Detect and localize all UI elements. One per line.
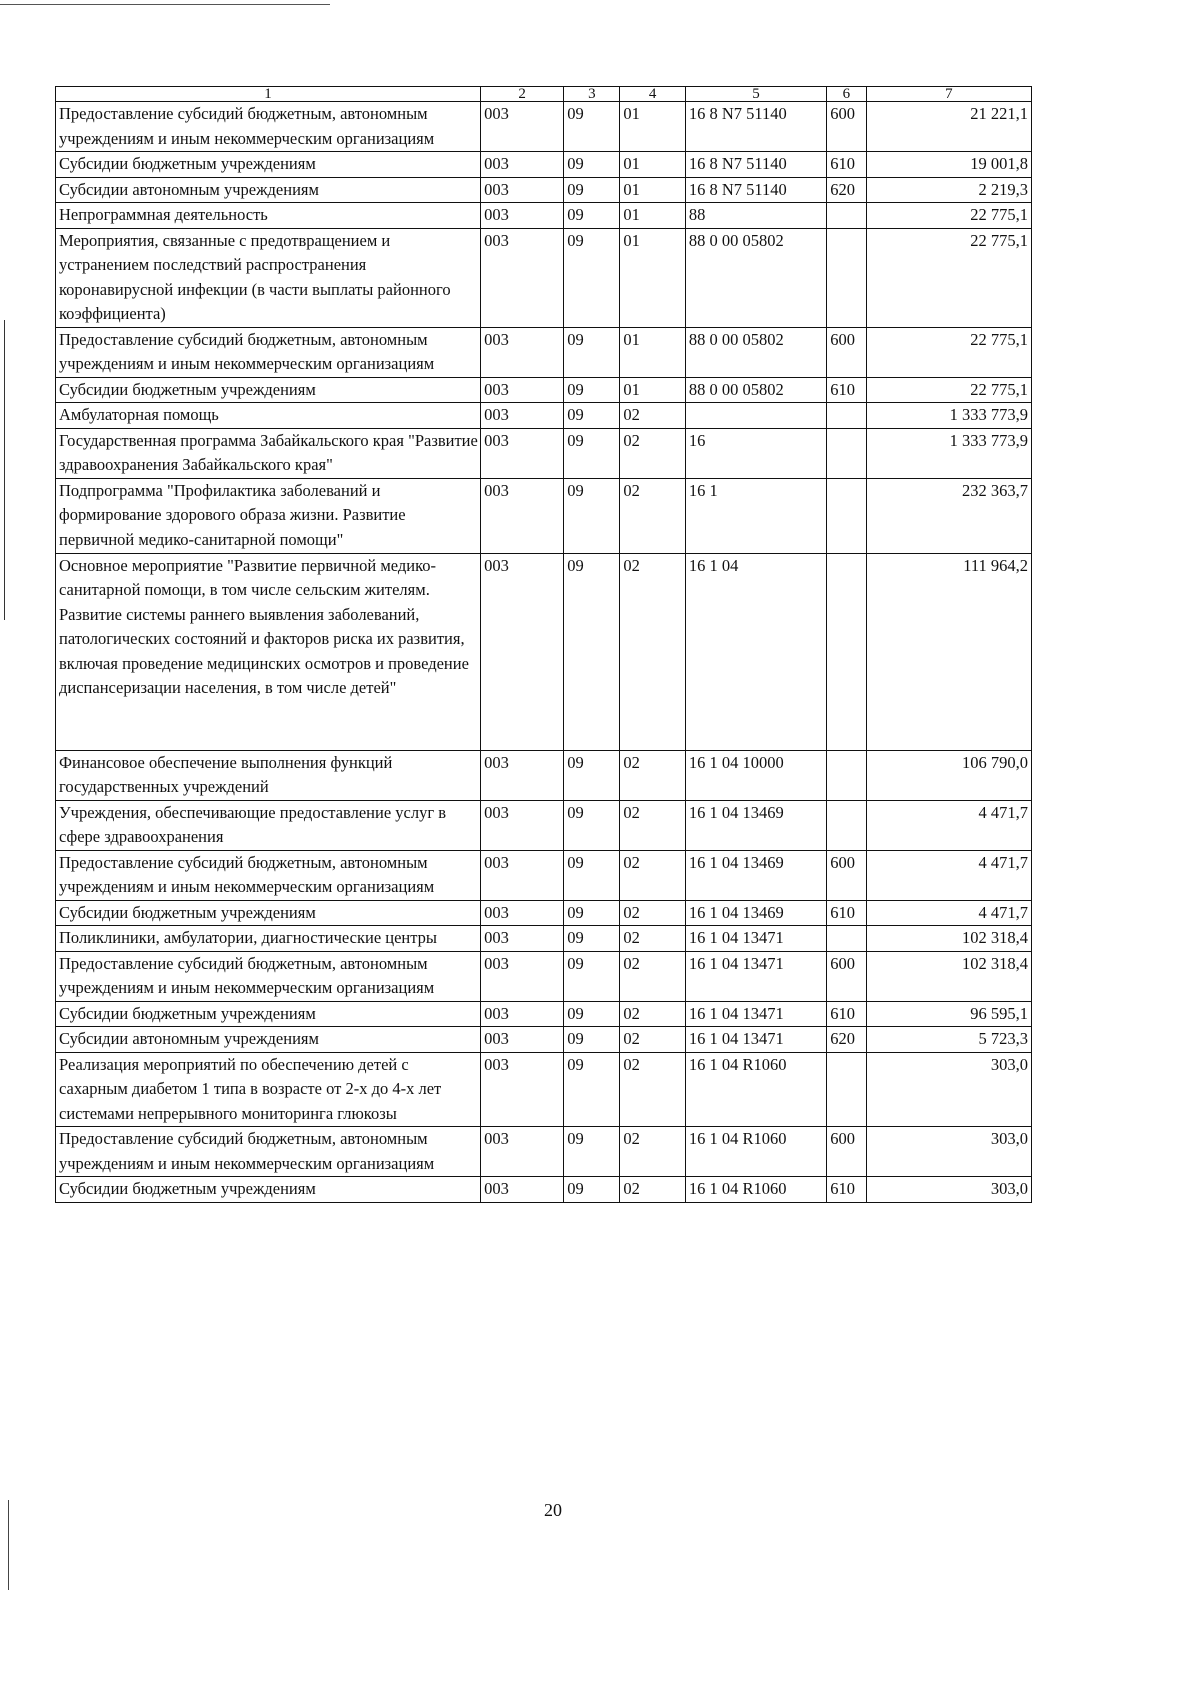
- cell-subsection-code: 02: [620, 900, 685, 926]
- table-row: [56, 203, 1032, 229]
- cell-subsection-code: 02: [620, 800, 685, 850]
- cell-subsection-code: 02: [620, 1001, 685, 1027]
- cell-amount: 96 595,1: [866, 1001, 1031, 1027]
- cell-ministry-code: 003: [481, 553, 564, 750]
- cell-ministry-code: 003: [481, 428, 564, 478]
- cell-row-name: Предоставление субсидий бюджетным, автономным учреждениям и иным некоммерческим организациям: [56, 1127, 481, 1177]
- column-header: 6: [827, 87, 866, 102]
- table-row: [56, 478, 1032, 553]
- cell-section-code: 09: [564, 553, 620, 750]
- cell-row-name: Подпрограмма "Профилактика заболеваний и формирование здорового образа жизни. Развитие первичной медико-санитарной помощи": [56, 478, 481, 553]
- cell-amount: 4 471,7: [866, 900, 1031, 926]
- cell-subsection-code: 01: [620, 327, 685, 377]
- column-header: 2: [481, 87, 564, 102]
- cell-subsection-code: 01: [620, 102, 685, 152]
- cell-expense-type-code: 620: [827, 1027, 866, 1053]
- cell-row-name: Предоставление субсидий бюджетным, автономным учреждениям и иным некоммерческим организациям: [56, 102, 481, 152]
- cell-expense-type-code: [827, 926, 866, 952]
- budget-table-body: [56, 87, 1032, 1203]
- cell-ministry-code: 003: [481, 926, 564, 952]
- cell-amount: 106 790,0: [866, 750, 1031, 800]
- cell-section-code: 09: [564, 1027, 620, 1053]
- cell-ministry-code: 003: [481, 900, 564, 926]
- cell-target-article-code: 16 1 04 R1060: [685, 1127, 826, 1177]
- cell-row-name: Учреждения, обеспечивающие предоставление услуг в сфере здравоохранения: [56, 800, 481, 850]
- cell-amount: 22 775,1: [866, 377, 1031, 403]
- cell-subsection-code: 01: [620, 152, 685, 178]
- cell-ministry-code: 003: [481, 800, 564, 850]
- cell-section-code: 09: [564, 800, 620, 850]
- cell-row-name: Субсидии бюджетным учреждениям: [56, 1001, 481, 1027]
- budget-table: [55, 86, 1032, 1203]
- cell-subsection-code: 01: [620, 228, 685, 327]
- cell-ministry-code: 003: [481, 1052, 564, 1127]
- cell-target-article-code: 16 1 04 13471: [685, 951, 826, 1001]
- cell-section-code: 09: [564, 1177, 620, 1203]
- table-row: [56, 800, 1032, 850]
- cell-section-code: 09: [564, 478, 620, 553]
- cell-section-code: 09: [564, 1001, 620, 1027]
- cell-expense-type-code: 600: [827, 327, 866, 377]
- cell-expense-type-code: 610: [827, 1177, 866, 1203]
- cell-target-article-code: 16: [685, 428, 826, 478]
- cell-row-name: Субсидии бюджетным учреждениям: [56, 1177, 481, 1203]
- cell-section-code: 09: [564, 428, 620, 478]
- cell-row-name: Государственная программа Забайкальского края "Развитие здравоохранения Забайкальского края": [56, 428, 481, 478]
- cell-target-article-code: 16 8 N7 51140: [685, 102, 826, 152]
- cell-row-name: Субсидии бюджетным учреждениям: [56, 152, 481, 178]
- cell-section-code: 09: [564, 228, 620, 327]
- table-header-row: [56, 87, 1032, 102]
- table-row: [56, 1177, 1032, 1203]
- table-row: [56, 553, 1032, 750]
- cell-subsection-code: 01: [620, 203, 685, 229]
- cell-row-name: Предоставление субсидий бюджетным, автономным учреждениям и иным некоммерческим организациям: [56, 327, 481, 377]
- cell-target-article-code: 16 1 04 13471: [685, 1001, 826, 1027]
- cell-section-code: 09: [564, 1052, 620, 1127]
- cell-expense-type-code: 600: [827, 850, 866, 900]
- cell-expense-type-code: 610: [827, 900, 866, 926]
- cell-row-name: Субсидии бюджетным учреждениям: [56, 377, 481, 403]
- cell-target-article-code: 16 1 04 13469: [685, 800, 826, 850]
- table-row: [56, 1001, 1032, 1027]
- cell-expense-type-code: [827, 553, 866, 750]
- cell-section-code: 09: [564, 152, 620, 178]
- table-row: [56, 327, 1032, 377]
- cell-section-code: 09: [564, 177, 620, 203]
- cell-target-article-code: 16 1 04 R1060: [685, 1177, 826, 1203]
- cell-subsection-code: 02: [620, 553, 685, 750]
- cell-row-name: Субсидии автономным учреждениям: [56, 1027, 481, 1053]
- column-header: 4: [620, 87, 685, 102]
- cell-subsection-code: 02: [620, 1177, 685, 1203]
- cell-section-code: 09: [564, 203, 620, 229]
- cell-row-name: Поликлиники, амбулатории, диагностические центры: [56, 926, 481, 952]
- page-number: 20: [544, 1500, 562, 1520]
- cell-section-code: 09: [564, 102, 620, 152]
- cell-expense-type-code: 600: [827, 951, 866, 1001]
- cell-row-name: Основное мероприятие "Развитие первичной медико-санитарной помощи, в том числе сельским жителям. Развитие системы раннего выявления заболеваний, патологических состояний и факторов риска их развития, включая проведение медицинских осмотров и проведение диспансеризации населения, в том числе детей": [56, 553, 481, 750]
- cell-subsection-code: 02: [620, 750, 685, 800]
- cell-expense-type-code: 600: [827, 1127, 866, 1177]
- cell-expense-type-code: [827, 750, 866, 800]
- cell-ministry-code: 003: [481, 403, 564, 429]
- cell-expense-type-code: [827, 478, 866, 553]
- cell-ministry-code: 003: [481, 1001, 564, 1027]
- cell-ministry-code: 003: [481, 750, 564, 800]
- cell-target-article-code: 16 8 N7 51140: [685, 152, 826, 178]
- cell-row-name: Субсидии бюджетным учреждениям: [56, 900, 481, 926]
- cell-subsection-code: 02: [620, 1127, 685, 1177]
- cell-target-article-code: 16 1 04 13469: [685, 900, 826, 926]
- cell-amount: 22 775,1: [866, 228, 1031, 327]
- cell-amount: 303,0: [866, 1177, 1031, 1203]
- cell-ministry-code: 003: [481, 1027, 564, 1053]
- cell-row-name: Мероприятия, связанные с предотвращением и устранением последствий распространения коронавирусной инфекции (в части выплаты районного коэффициента): [56, 228, 481, 327]
- table-row: [56, 228, 1032, 327]
- cell-target-article-code: 16 8 N7 51140: [685, 177, 826, 203]
- cell-amount: 111 964,2: [866, 553, 1031, 750]
- cell-section-code: 09: [564, 1127, 620, 1177]
- column-header: 1: [56, 87, 481, 102]
- table-row: [56, 403, 1032, 429]
- cell-subsection-code: 02: [620, 478, 685, 553]
- table-row: [56, 926, 1032, 952]
- cell-ministry-code: 003: [481, 951, 564, 1001]
- cell-target-article-code: 88 0 00 05802: [685, 377, 826, 403]
- cell-ministry-code: 003: [481, 177, 564, 203]
- cell-target-article-code: 88: [685, 203, 826, 229]
- cell-row-name: Предоставление субсидий бюджетным, автономным учреждениям и иным некоммерческим организациям: [56, 951, 481, 1001]
- cell-target-article-code: 16 1 04 13471: [685, 1027, 826, 1053]
- cell-expense-type-code: [827, 800, 866, 850]
- cell-expense-type-code: [827, 428, 866, 478]
- cell-ministry-code: 003: [481, 228, 564, 327]
- cell-subsection-code: 02: [620, 1052, 685, 1127]
- cell-section-code: 09: [564, 850, 620, 900]
- cell-amount: 232 363,7: [866, 478, 1031, 553]
- cell-target-article-code: 88 0 00 05802: [685, 327, 826, 377]
- cell-row-name: Субсидии автономным учреждениям: [56, 177, 481, 203]
- cell-expense-type-code: 600: [827, 102, 866, 152]
- cell-section-code: 09: [564, 403, 620, 429]
- table-row: [56, 1027, 1032, 1053]
- cell-section-code: 09: [564, 327, 620, 377]
- cell-amount: 303,0: [866, 1052, 1031, 1127]
- cell-target-article-code: 16 1: [685, 478, 826, 553]
- cell-row-name: Предоставление субсидий бюджетным, автономным учреждениям и иным некоммерческим организациям: [56, 850, 481, 900]
- cell-expense-type-code: [827, 203, 866, 229]
- cell-ministry-code: 003: [481, 478, 564, 553]
- cell-expense-type-code: 610: [827, 152, 866, 178]
- cell-section-code: 09: [564, 900, 620, 926]
- table-row: [56, 951, 1032, 1001]
- cell-subsection-code: 02: [620, 403, 685, 429]
- scan-artifact-line: [0, 4, 330, 5]
- cell-ministry-code: 003: [481, 377, 564, 403]
- cell-amount: 303,0: [866, 1127, 1031, 1177]
- cell-target-article-code: 88 0 00 05802: [685, 228, 826, 327]
- table-row: [56, 1052, 1032, 1127]
- cell-expense-type-code: [827, 228, 866, 327]
- cell-target-article-code: 16 1 04 10000: [685, 750, 826, 800]
- cell-amount: 1 333 773,9: [866, 403, 1031, 429]
- cell-amount: 21 221,1: [866, 102, 1031, 152]
- table-row: [56, 377, 1032, 403]
- table-row: [56, 152, 1032, 178]
- cell-amount: 22 775,1: [866, 203, 1031, 229]
- cell-subsection-code: 02: [620, 1027, 685, 1053]
- cell-amount: 19 001,8: [866, 152, 1031, 178]
- cell-subsection-code: 02: [620, 951, 685, 1001]
- cell-subsection-code: 02: [620, 428, 685, 478]
- cell-amount: 4 471,7: [866, 850, 1031, 900]
- scan-artifact-line: [4, 320, 5, 620]
- cell-subsection-code: 02: [620, 926, 685, 952]
- cell-ministry-code: 003: [481, 1177, 564, 1203]
- cell-row-name: Финансовое обеспечение выполнения функций государственных учреждений: [56, 750, 481, 800]
- cell-expense-type-code: [827, 403, 866, 429]
- cell-amount: 22 775,1: [866, 327, 1031, 377]
- cell-section-code: 09: [564, 750, 620, 800]
- cell-amount: 102 318,4: [866, 951, 1031, 1001]
- column-header: 7: [866, 87, 1031, 102]
- cell-ministry-code: 003: [481, 1127, 564, 1177]
- cell-ministry-code: 003: [481, 152, 564, 178]
- cell-row-name: Непрограммная деятельность: [56, 203, 481, 229]
- cell-row-name: Реализация мероприятий по обеспечению детей с сахарным диабетом 1 типа в возрасте от 2-х до 4-х лет системами непрерывного мониторинга глюкозы: [56, 1052, 481, 1127]
- table-row: [56, 428, 1032, 478]
- cell-target-article-code: 16 1 04: [685, 553, 826, 750]
- column-header: 3: [564, 87, 620, 102]
- cell-target-article-code: [685, 403, 826, 429]
- cell-amount: 4 471,7: [866, 800, 1031, 850]
- table-row: [56, 1127, 1032, 1177]
- table-row: [56, 900, 1032, 926]
- cell-ministry-code: 003: [481, 203, 564, 229]
- cell-expense-type-code: 620: [827, 177, 866, 203]
- table-row: [56, 177, 1032, 203]
- cell-amount: 102 318,4: [866, 926, 1031, 952]
- cell-amount: 5 723,3: [866, 1027, 1031, 1053]
- cell-target-article-code: 16 1 04 13469: [685, 850, 826, 900]
- cell-amount: 1 333 773,9: [866, 428, 1031, 478]
- cell-expense-type-code: 610: [827, 377, 866, 403]
- cell-ministry-code: 003: [481, 327, 564, 377]
- table-row: [56, 102, 1032, 152]
- cell-target-article-code: 16 1 04 13471: [685, 926, 826, 952]
- cell-subsection-code: 01: [620, 177, 685, 203]
- cell-amount: 2 219,3: [866, 177, 1031, 203]
- table-row: [56, 850, 1032, 900]
- cell-target-article-code: 16 1 04 R1060: [685, 1052, 826, 1127]
- cell-section-code: 09: [564, 377, 620, 403]
- cell-subsection-code: 01: [620, 377, 685, 403]
- table-row: [56, 750, 1032, 800]
- cell-row-name: Амбулаторная помощь: [56, 403, 481, 429]
- cell-ministry-code: 003: [481, 102, 564, 152]
- cell-ministry-code: 003: [481, 850, 564, 900]
- cell-section-code: 09: [564, 926, 620, 952]
- cell-expense-type-code: [827, 1052, 866, 1127]
- cell-section-code: 09: [564, 951, 620, 1001]
- column-header: 5: [685, 87, 826, 102]
- cell-subsection-code: 02: [620, 850, 685, 900]
- cell-expense-type-code: 610: [827, 1001, 866, 1027]
